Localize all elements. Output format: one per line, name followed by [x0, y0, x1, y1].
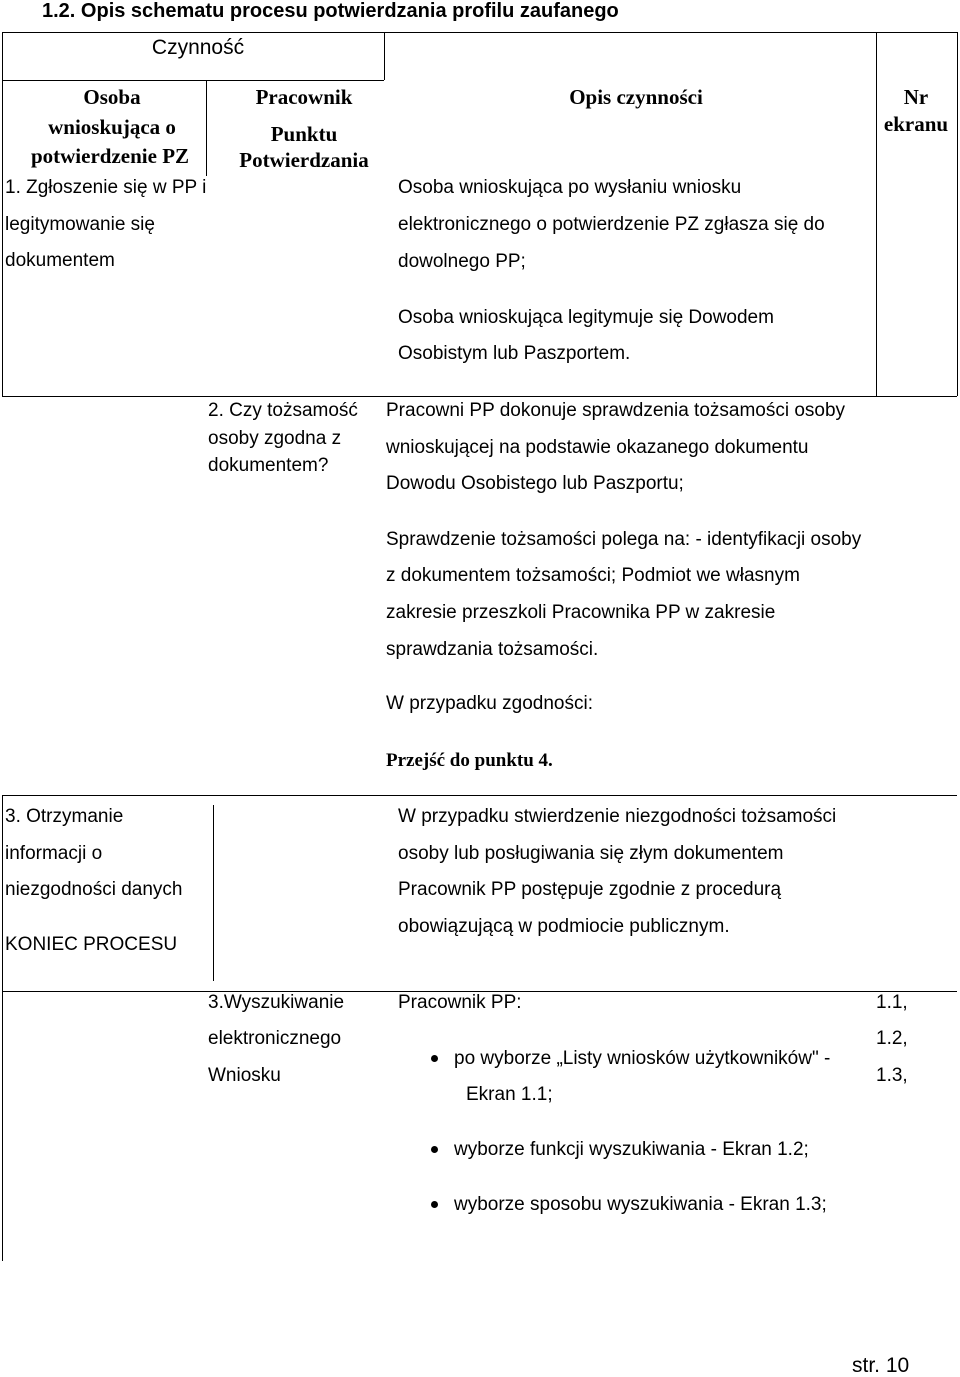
header-screen-2: ekranu [883, 112, 949, 136]
row4-bullet-3: wyborze sposobu wyszukiwania - Ekran 1.3; [454, 1194, 827, 1215]
row4-worker-1: 3.Wyszukiwanie [208, 992, 345, 1013]
row4-worker-3: Wniosku [208, 1065, 281, 1086]
bullet-icon [431, 1201, 438, 1208]
section-title: 1.2. Opis schematu procesu potwierdzania profilu zaufanego [42, 0, 619, 22]
row3-desc-2: osoby lub posługiwania się złym dokumentem [398, 843, 784, 864]
header-group-right-border [384, 32, 385, 80]
row2-desc-3: Dowodu Osobistego lub Paszportu; [386, 473, 684, 494]
header-group-text: Czynność [151, 36, 245, 59]
page-number: str. 10 [852, 1354, 910, 1377]
row2-next-step: Przejść do punktu 4. [386, 750, 553, 771]
header-group-label [151, 36, 290, 59]
row1-desc-5: Osobistym lub Paszportem. [398, 343, 631, 364]
row4-bullet-1-cont: Ekran 1.1; [466, 1084, 553, 1105]
header-worker-3: Potwierdzania [239, 148, 369, 172]
row2-worker-3: dokumentem? [208, 455, 329, 476]
header-applicant-2: wnioskująca o [48, 115, 176, 139]
row2-desc-7: sprawdzania tożsamości. [386, 639, 599, 660]
row2-desc-8: W przypadku zgodności: [386, 693, 593, 714]
left-border-row4 [2, 991, 3, 1261]
row3-applicant-2: informacji o [5, 843, 103, 864]
row2-desc-6: zakresie przeszkoli Pracownika PP w zakresie [386, 602, 776, 623]
header-worker-2: Punktu [270, 122, 338, 146]
row1-desc-4: Osoba wnioskująca legitymuje się Dowodem [398, 307, 774, 328]
row4-desc-intro: Pracownik PP: [398, 992, 522, 1013]
bullet-icon [431, 1146, 438, 1153]
header-applicant-1: Osoba [83, 85, 141, 109]
row1-applicant-2: legitymowanie się [5, 214, 155, 235]
row2-desc-4: Sprawdzenie tożsamości polega na: - identyfikacji osoby [386, 529, 862, 550]
row3-applicant-1: 3. Otrzymanie [5, 806, 124, 827]
table-top-border [2, 32, 958, 33]
left-border-row3 [2, 795, 3, 991]
row3-desc-1: W przypadku stwierdzenie niezgodności tożsamości [398, 806, 837, 827]
row3-end-label: KONIEC PROCESU [5, 934, 178, 955]
row3-applicant-3: niezgodności danych [5, 879, 183, 900]
row2-desc-1: Pracowni PP dokonuje sprawdzenia tożsamości osoby [386, 400, 846, 421]
row3-top-border [2, 795, 957, 796]
left-border-top [2, 32, 3, 396]
row4-bullet-2: wyborze funkcji wyszukiwania - Ekran 1.2; [454, 1139, 809, 1160]
header-divider [2, 80, 384, 81]
row3-desc-4: obowiązującą w podmiocie publicznym. [398, 916, 730, 937]
row4-screen-2: 1.2, [876, 1028, 908, 1049]
row2-worker-1: 2. Czy tożsamość [208, 400, 358, 421]
row2-desc-2: wnioskującej na podstawie okazanego dokumentu [386, 437, 809, 458]
row2-top-border [2, 396, 957, 397]
row4-screen-1: 1.1, [876, 992, 908, 1013]
row4-bullet-1: po wyborze „Listy wniosków użytkowników" - [454, 1048, 831, 1069]
row4-screen-3: 1.3, [876, 1065, 908, 1086]
row3-worker-cell-border [213, 805, 214, 981]
row2-worker-2: osoby zgodna z [208, 428, 342, 449]
row1-desc-3: dowolnego PP; [398, 251, 526, 272]
right-border-top [957, 32, 958, 396]
header-applicant-3: potwierdzenie PZ [30, 144, 190, 168]
row2-desc-5: z dokumentem tożsamości; Podmiot we własnym [386, 565, 800, 586]
row1-applicant-1: 1. Zgłoszenie się w PP i [5, 177, 207, 198]
applicant-column-border [206, 80, 207, 176]
row1-desc-1: Osoba wnioskująca po wysłaniu wniosku [398, 177, 742, 198]
header-description: Opis czynności [569, 85, 703, 109]
row3-desc-3: Pracownik PP postępuje zgodnie z procedurą [398, 879, 782, 900]
screen-column-border [876, 32, 877, 396]
bullet-icon [431, 1055, 438, 1062]
row4-worker-2: elektronicznego [208, 1028, 342, 1049]
row1-desc-2: elektronicznego o potwierdzenie PZ zgłasza się do [398, 214, 825, 235]
header-worker-1: Pracownik [255, 85, 353, 109]
header-screen-1: Nr [903, 85, 929, 109]
row1-applicant-3: dokumentem [5, 250, 115, 271]
